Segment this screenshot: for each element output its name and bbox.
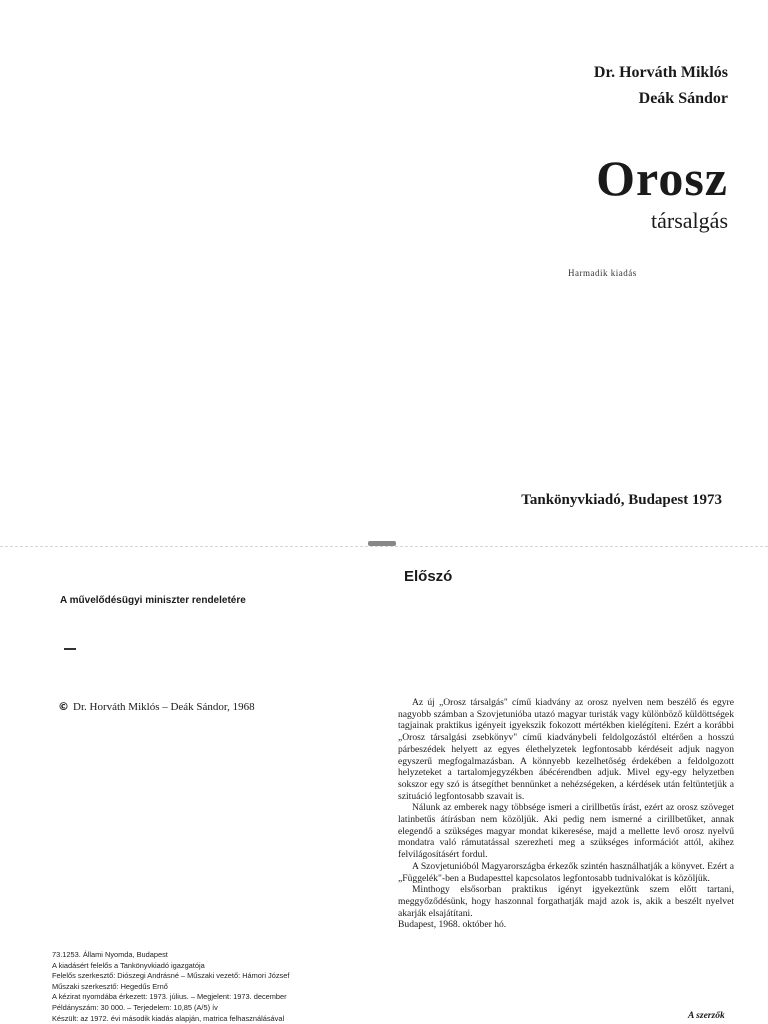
book-subtitle: társalgás bbox=[651, 208, 728, 233]
foreword-paragraph: Minthogy elsősorban praktikus igényt igyekeztünk szem előtt tartani, meggyőződésünk, hogy haszonnal forgathatják majd azok is, akik a beszélt nyelvet akarják elsajátítani. bbox=[398, 884, 734, 919]
publisher-line: Tankönyvkiadó, Budapest 1973 bbox=[521, 492, 722, 508]
imprint-line: Felelős szerkesztő: Diószegi Andrásné – Műszaki vezető: Hámori József bbox=[52, 971, 290, 981]
dash-mark bbox=[64, 648, 76, 650]
imprint-block bbox=[52, 950, 352, 1024]
imprint-line: Műszaki szerkesztő: Hegedűs Ernő bbox=[52, 981, 168, 991]
copyright-text: Dr. Horváth Miklós – Deák Sándor, 1968 bbox=[73, 701, 255, 713]
page-divider bbox=[0, 546, 768, 547]
foreword-body bbox=[398, 697, 734, 931]
signature: A szerzők bbox=[688, 1011, 725, 1021]
copyright-line bbox=[58, 700, 255, 713]
imprint-line: 73.1253. Állami Nyomda, Budapest bbox=[52, 950, 168, 959]
copyright-icon: © bbox=[58, 700, 69, 713]
edition-note: Harmadik kiadás bbox=[568, 268, 637, 278]
foreword-paragraph: Nálunk az emberek nagy többsége ismeri a cirillbetűs írást, ezért az orosz szöveget latinbetűs átírásban nem közöljük. Aki pedig nem ismerné a cirillbetűket, annak elegendő a szükséges magyar mondat kikeresése, majd a mellette levő orosz nyelvű mondatra való rámutatással szerezheti meg a szükséges információt attól, akihez felvilágosításért fordul. bbox=[398, 802, 734, 861]
imprint-line: A kézirat nyomdába érkezett: 1973. július. – Megjelent: 1973. december bbox=[52, 992, 287, 1002]
author-name: Deák Sándor bbox=[638, 90, 728, 107]
print-smudge bbox=[368, 541, 396, 546]
imprint-line: Példányszám: 30 000. – Terjedelem: 10,85 (A/5) ív bbox=[52, 1002, 218, 1012]
author-name: Dr. Horváth Miklós bbox=[593, 64, 728, 81]
imprint-line: A kiadásért felelős a Tankönyvkiadó igazgatója bbox=[52, 960, 205, 970]
minister-note: A művelődésügyi miniszter rendeletére bbox=[60, 595, 246, 606]
book-title: Orosz bbox=[596, 150, 728, 206]
foreword-paragraph: Az új „Orosz társalgás" című kiadvány az orosz nyelven nem beszélő és egyre nagyobb számban a Szovjetunióba utazó magyar turisták vagy különböző küldöttségek tagjainak praktikus igényeit igyekszik fokozott mértékben kielégíteni. Ezért a korábbi „Orosz társalgási zsebkönyv" című kiadványbeli feldolgozástól eltérően a hosszú párbeszédek helyett az egyes élethelyzetek legfontosabb kérdéseit adjuk nagyon egyszerű megfogalmazásban. A könnyebb kezelhetőség érdekében a feldolgozott helyzeteket a tartalomjegyzékben ábécérendben adjuk. Mivel egy-egy helyzetben sokszor egy szó is átsegíthet bennünket a nehézségeken, a kérdések után feltüntetjük a szituáció legfontosabb szavait is. bbox=[398, 697, 734, 802]
foreword-title: Előszó bbox=[404, 568, 453, 585]
place-date: Budapest, 1968. október hó. bbox=[398, 919, 507, 931]
foreword-paragraph: A Szovjetunióból Magyarországba érkezők szintén használhatják a könyvet. Ezért a „Függelék"-ben a Budapesttel kapcsolatos legfontosabb tudnivalókat is közöljük. bbox=[398, 860, 734, 884]
authors-block bbox=[594, 60, 728, 112]
imprint-line: Készült: az 1972. évi második kiadás alapján, matrica felhasználásával bbox=[52, 1013, 285, 1023]
